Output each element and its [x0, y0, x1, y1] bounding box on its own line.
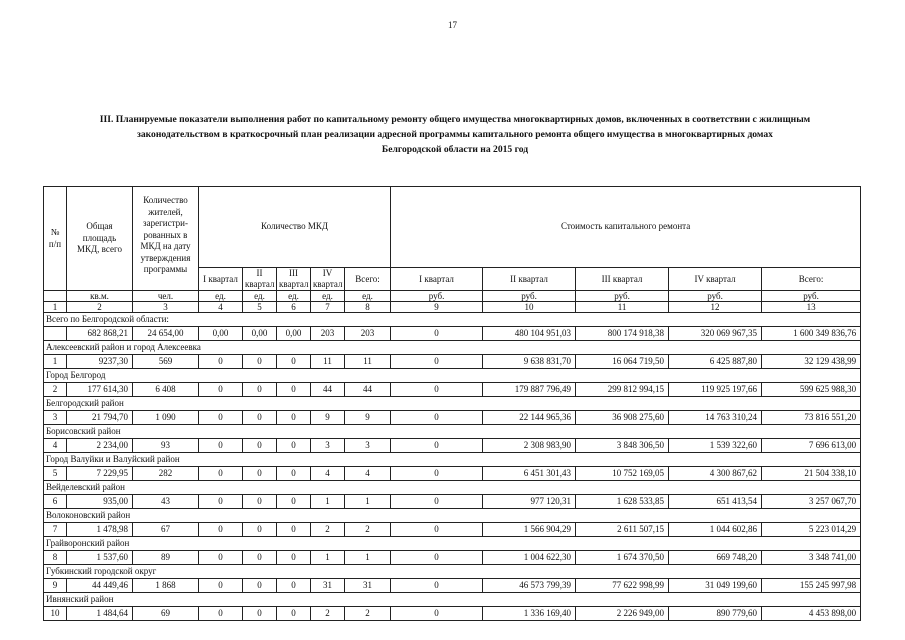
- table-row: [44, 327, 861, 341]
- header-repair-cost: Стоимость капитального ремонта: [391, 187, 861, 268]
- table-cell: 9: [44, 579, 67, 593]
- table-cell: 0: [243, 411, 277, 425]
- header-row-1: [44, 187, 861, 268]
- table-cell: 0: [243, 355, 277, 369]
- region-title-row: [44, 453, 861, 467]
- unit-cell: кв.м.: [67, 291, 133, 302]
- table-cell: 10 752 169,05: [576, 467, 669, 481]
- table-cell: 4: [311, 467, 345, 481]
- table-cell: 320 069 967,35: [669, 327, 762, 341]
- column-number-cell: 3: [133, 302, 199, 313]
- table-cell: 3 348 741,00: [762, 551, 861, 565]
- table-cell: 0: [277, 411, 311, 425]
- column-number-cell: 6: [277, 302, 311, 313]
- region-title-row: [44, 481, 861, 495]
- region-title: Всего по Белгородской области:: [44, 313, 861, 327]
- table-cell: 155 245 997,98: [762, 579, 861, 593]
- table-cell: 0: [391, 467, 483, 481]
- table-cell: 0: [243, 523, 277, 537]
- table-cell: 6 451 301,43: [483, 467, 576, 481]
- table-cell: 46 573 799,39: [483, 579, 576, 593]
- table-cell: 2 234,00: [67, 439, 133, 453]
- table-cell: 67: [133, 523, 199, 537]
- table-cell: 0: [199, 411, 243, 425]
- table-cell: 0: [243, 551, 277, 565]
- table-cell: 31: [345, 579, 391, 593]
- table-cell: 10: [44, 607, 67, 621]
- table-cell: 5: [44, 467, 67, 481]
- table-cell: 2: [311, 523, 345, 537]
- table-row: [44, 411, 861, 425]
- unit-cell: ед.: [311, 291, 345, 302]
- table-cell: 44: [311, 383, 345, 397]
- region-title: Ивнянский район: [44, 593, 861, 607]
- region-title: Алексеевский район и город Алексеевка: [44, 341, 861, 355]
- table-cell: 8: [44, 551, 67, 565]
- table-cell: 0: [277, 551, 311, 565]
- table-cell: 800 174 918,38: [576, 327, 669, 341]
- table-cell: 1 539 322,60: [669, 439, 762, 453]
- table-cell: 177 614,30: [67, 383, 133, 397]
- table-row: [44, 523, 861, 537]
- table-cell: 179 887 796,49: [483, 383, 576, 397]
- table-cell: 890 779,60: [669, 607, 762, 621]
- header-mkd-q1: I квартал: [199, 268, 243, 291]
- table-cell: 3: [44, 411, 67, 425]
- column-number-cell: 5: [243, 302, 277, 313]
- table-cell: 0: [199, 495, 243, 509]
- table-cell: 977 120,31: [483, 495, 576, 509]
- region-title: Город Белгород: [44, 369, 861, 383]
- table-cell: 669 748,20: [669, 551, 762, 565]
- table-cell: 3 848 306,50: [576, 439, 669, 453]
- table-cell: 0: [391, 355, 483, 369]
- table-cell: 2: [345, 607, 391, 621]
- table-row: [44, 551, 861, 565]
- table-cell: 22 144 965,36: [483, 411, 576, 425]
- table-row: [44, 383, 861, 397]
- region-title: Борисовский район: [44, 425, 861, 439]
- table-row: [44, 355, 861, 369]
- table-cell: 89: [133, 551, 199, 565]
- table-cell: 4: [44, 439, 67, 453]
- table-cell: 0: [391, 551, 483, 565]
- unit-cell: чел.: [133, 291, 199, 302]
- table-cell: 203: [311, 327, 345, 341]
- table-cell: 0: [199, 355, 243, 369]
- table-cell: 7: [44, 523, 67, 537]
- table-cell: 4 300 867,62: [669, 467, 762, 481]
- table-cell: 3 257 067,70: [762, 495, 861, 509]
- region-title: Губкинский городской округ: [44, 565, 861, 579]
- table-cell: 282: [133, 467, 199, 481]
- table-cell: 0: [199, 607, 243, 621]
- table-cell: 1 600 349 836,76: [762, 327, 861, 341]
- table-cell: 1: [311, 495, 345, 509]
- table-cell: 0: [391, 411, 483, 425]
- table-cell: 0: [199, 467, 243, 481]
- table-cell: 1 336 169,40: [483, 607, 576, 621]
- header-cost-q1: I квартал: [391, 268, 483, 291]
- table-cell: 6 425 887,80: [669, 355, 762, 369]
- column-number-cell: 10: [483, 302, 576, 313]
- table-cell: 0: [277, 467, 311, 481]
- table-cell: 0: [243, 495, 277, 509]
- table-row: [44, 579, 861, 593]
- table-cell: 299 812 994,15: [576, 383, 669, 397]
- table-cell: 0: [199, 551, 243, 565]
- unit-cell: руб.: [483, 291, 576, 302]
- table-cell: 21 794,70: [67, 411, 133, 425]
- table-row: [44, 439, 861, 453]
- table-cell: 0,00: [277, 327, 311, 341]
- region-title: Грайворонский район: [44, 537, 861, 551]
- table-cell: 0: [199, 579, 243, 593]
- table-cell: 0: [277, 523, 311, 537]
- table-cell: 6: [44, 495, 67, 509]
- table-cell: 0: [391, 439, 483, 453]
- region-title-row: [44, 425, 861, 439]
- table-cell: 1 004 622,30: [483, 551, 576, 565]
- unit-cell: руб.: [669, 291, 762, 302]
- table-cell: 32 129 438,99: [762, 355, 861, 369]
- unit-cell: ед.: [345, 291, 391, 302]
- table-cell: 480 104 951,03: [483, 327, 576, 341]
- column-number-cell: 9: [391, 302, 483, 313]
- table-cell: 9: [311, 411, 345, 425]
- table-cell: 0: [391, 523, 483, 537]
- unit-cell: ед.: [243, 291, 277, 302]
- table-row: [44, 467, 861, 481]
- unit-cell: ед.: [199, 291, 243, 302]
- table-cell: 2: [345, 523, 391, 537]
- table-cell: 14 763 310,24: [669, 411, 762, 425]
- header-mkd-q3: III квартал: [277, 268, 311, 291]
- table-cell: 7 696 613,00: [762, 439, 861, 453]
- table-cell: 1 566 904,29: [483, 523, 576, 537]
- title-line-1: III. Планируемые показатели выполнения работ по капитальному ремонту общего имущества многоквартирных домов, включенных в соответствии с жилищным: [99, 114, 811, 125]
- table-cell: 599 625 988,30: [762, 383, 861, 397]
- capital-repair-table: [43, 186, 861, 621]
- region-title-row: [44, 397, 861, 411]
- region-title-row: [44, 593, 861, 607]
- column-number-cell: 7: [311, 302, 345, 313]
- column-number-cell: 13: [762, 302, 861, 313]
- region-title: Вейделевский район: [44, 481, 861, 495]
- column-number-cell: 11: [576, 302, 669, 313]
- page-number: 17: [448, 20, 457, 30]
- header-cost-q4: IV квартал: [669, 268, 762, 291]
- table-cell: 1 537,60: [67, 551, 133, 565]
- column-number-cell: 12: [669, 302, 762, 313]
- table-cell: 44: [345, 383, 391, 397]
- table-cell: 21 504 338,10: [762, 467, 861, 481]
- header-cost-q3: III квартал: [576, 268, 669, 291]
- table-cell: 0: [391, 607, 483, 621]
- table-cell: 93: [133, 439, 199, 453]
- table-cell: 1 484,64: [67, 607, 133, 621]
- table-cell: 1 478,98: [67, 523, 133, 537]
- table-cell: 4 453 898,00: [762, 607, 861, 621]
- region-title: Волоконовский район: [44, 509, 861, 523]
- table-cell: 69: [133, 607, 199, 621]
- table-cell: 0: [277, 579, 311, 593]
- table-cell: 1: [311, 551, 345, 565]
- unit-cell: руб.: [391, 291, 483, 302]
- table-cell: 9237,30: [67, 355, 133, 369]
- region-title-row: [44, 537, 861, 551]
- header-mkd-total: Всего:: [345, 268, 391, 291]
- header-residents: Количество жителей, зарегистри- рованных в МКД на дату утверждения программы: [133, 187, 199, 291]
- table-cell: 2 226 949,00: [576, 607, 669, 621]
- table-cell: 935,00: [67, 495, 133, 509]
- table-cell: 0: [277, 383, 311, 397]
- table-cell: 9 638 831,70: [483, 355, 576, 369]
- column-number-cell: 4: [199, 302, 243, 313]
- table-cell: 31: [311, 579, 345, 593]
- table-cell: 0: [199, 383, 243, 397]
- table-cell: 0: [277, 495, 311, 509]
- column-number-cell: 1: [44, 302, 67, 313]
- table-cell: 36 908 275,60: [576, 411, 669, 425]
- table-cell: 0: [391, 327, 483, 341]
- title-line-2: законодательством в краткосрочный план реализации адресной программы капитального ремонта общего имущества в многоквартирных домах: [137, 129, 773, 140]
- table-cell: 1: [345, 495, 391, 509]
- region-title: Белгородский район: [44, 397, 861, 411]
- table-cell: 0: [199, 523, 243, 537]
- table-cell: 3: [311, 439, 345, 453]
- table-cell: 0: [391, 383, 483, 397]
- table-cell: 1 674 370,50: [576, 551, 669, 565]
- table-cell: 1: [44, 355, 67, 369]
- table-cell: 44 449,46: [67, 579, 133, 593]
- document-title: [40, 112, 870, 157]
- table-cell: 0: [243, 579, 277, 593]
- table-cell: 0: [277, 439, 311, 453]
- table-cell: 0: [243, 439, 277, 453]
- table-cell: 3: [345, 439, 391, 453]
- header-mkd-q2: II квартал: [243, 268, 277, 291]
- table-cell: 0,00: [199, 327, 243, 341]
- table-cell: 73 816 551,20: [762, 411, 861, 425]
- column-number-cell: 2: [67, 302, 133, 313]
- table-cell: 11: [345, 355, 391, 369]
- region-title-row: [44, 313, 861, 327]
- header-mkd-q4: IV квартал: [311, 268, 345, 291]
- table-cell: 7 229,95: [67, 467, 133, 481]
- table-cell: 1 090: [133, 411, 199, 425]
- region-title: Город Валуйки и Валуйский район: [44, 453, 861, 467]
- table-cell: 0: [243, 467, 277, 481]
- table-cell: 1 628 533,85: [576, 495, 669, 509]
- region-title-row: [44, 341, 861, 355]
- table-cell: 16 064 719,50: [576, 355, 669, 369]
- units-row: [44, 291, 861, 302]
- table-cell: 569: [133, 355, 199, 369]
- region-title-row: [44, 509, 861, 523]
- table-cell: 651 413,54: [669, 495, 762, 509]
- table-cell: 1 868: [133, 579, 199, 593]
- table-cell: 2: [311, 607, 345, 621]
- table-cell: 9: [345, 411, 391, 425]
- table-cell: 2 308 983,90: [483, 439, 576, 453]
- table-cell: 5 223 014,29: [762, 523, 861, 537]
- table-cell: 77 622 998,99: [576, 579, 669, 593]
- header-mkd-count: Количество МКД: [199, 187, 391, 268]
- table-cell: 0: [243, 607, 277, 621]
- header-num: № п/п: [44, 187, 67, 291]
- title-line-3: Белгородской области на 2015 год: [381, 144, 529, 155]
- table-row: [44, 607, 861, 621]
- table-cell: 0: [277, 355, 311, 369]
- table-cell: 31 049 199,60: [669, 579, 762, 593]
- table-cell: 2: [44, 383, 67, 397]
- header-cost-q2: II квартал: [483, 268, 576, 291]
- table-cell: 24 654,00: [133, 327, 199, 341]
- table-cell: 1: [345, 551, 391, 565]
- table-cell: 2 611 507,15: [576, 523, 669, 537]
- table-cell: [44, 327, 67, 341]
- table-cell: 119 925 197,66: [669, 383, 762, 397]
- unit-cell: руб.: [762, 291, 861, 302]
- region-title-row: [44, 565, 861, 579]
- table-cell: 4: [345, 467, 391, 481]
- region-title-row: [44, 369, 861, 383]
- table-cell: 682 868,21: [67, 327, 133, 341]
- table-row: [44, 495, 861, 509]
- header-cost-total: Всего:: [762, 268, 861, 291]
- unit-cell: руб.: [576, 291, 669, 302]
- table-cell: 0,00: [243, 327, 277, 341]
- table-cell: 11: [311, 355, 345, 369]
- column-number-cell: 8: [345, 302, 391, 313]
- table-cell: 6 408: [133, 383, 199, 397]
- table-cell: 0: [243, 383, 277, 397]
- unit-cell: ед.: [277, 291, 311, 302]
- table-cell: 0: [391, 495, 483, 509]
- table-cell: 43: [133, 495, 199, 509]
- header-area: Общая площадь МКД, всего: [67, 187, 133, 291]
- table-cell: 0: [391, 579, 483, 593]
- table-cell: 0: [199, 439, 243, 453]
- table-cell: 1 044 602,86: [669, 523, 762, 537]
- table-cell: 0: [277, 607, 311, 621]
- column-numbers-row: [44, 302, 861, 313]
- table-cell: 203: [345, 327, 391, 341]
- unit-cell: [44, 291, 67, 302]
